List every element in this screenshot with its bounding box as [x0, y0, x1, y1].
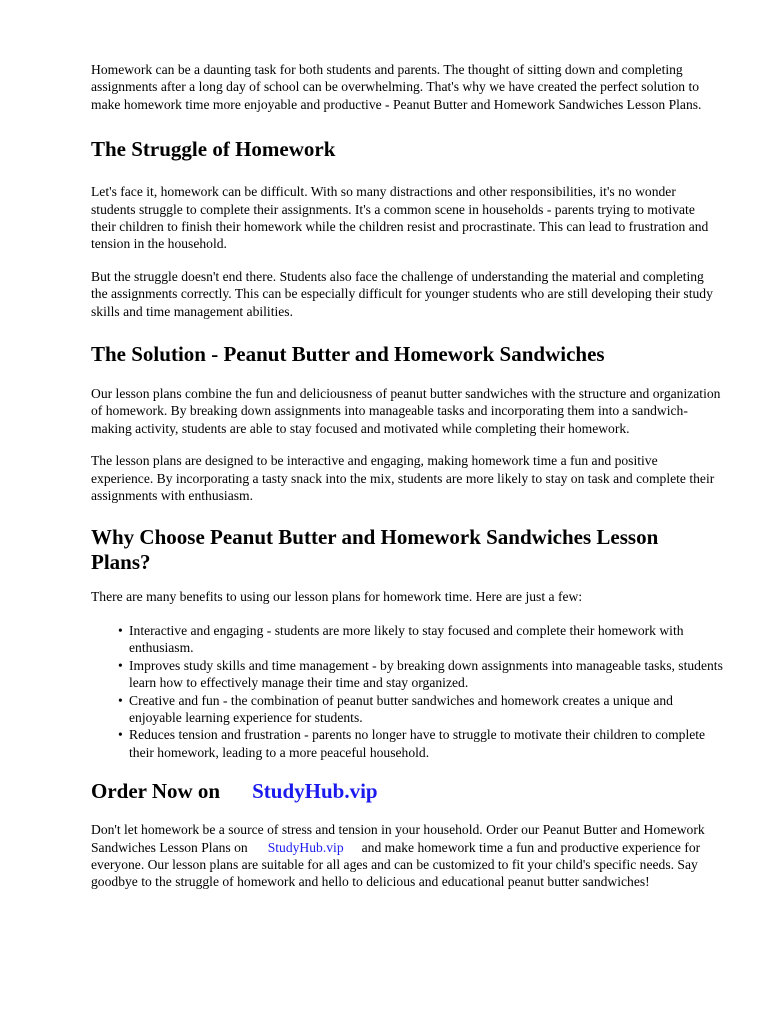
heading-order-now: [91, 779, 723, 804]
benefit-text: Creative and fun - the combination of peanut butter sandwiches and homework creates a unique and enjoyable learning experience for students.: [129, 692, 673, 725]
solution-paragraph-1: Our lesson plans combine the fun and deliciousness of peanut butter sandwiches with the structure and organization of homework. By breaking down assignments into manageable tasks and incorporating them into a sandwich-making activity, students are able to stay focused and motivated while completing their homework.: [91, 386, 721, 436]
benefits-intro-paragraph: There are many benefits to using our lesson plans for homework time. Here are just a few:: [91, 588, 583, 604]
list-item: [118, 622, 723, 657]
bullet-icon: •: [118, 622, 123, 638]
bullet-icon: •: [118, 692, 123, 708]
order-text-after: and make homework time a fun and productive experience for everyone. Our lesson plans are suitable for all ages and can be customized to fit your child's specific needs. Say goodbye to the struggle of homework and hello to delicious and educational peanut butter sandwiches!: [91, 839, 701, 890]
solution-paragraph-2: The lesson plans are designed to be interactive and engaging, making homework time a fun and positive experience. By incorporating a tasty snack into the mix, students are more likely to stay on task and complete their assignments with enthusiasm.: [91, 453, 715, 504]
order-paragraph: [91, 821, 723, 891]
benefits-list: [91, 622, 723, 761]
benefit-text: Interactive and engaging - students are more likely to stay focused and complete their homework with enthusiasm.: [129, 622, 684, 656]
studyhub-heading-link[interactable]: StudyHub.vip: [252, 779, 378, 804]
order-heading-text: Order Now on: [91, 779, 221, 804]
benefit-text: Improves study skills and time management - by breaking down assignments into manageable tasks, students learn how to effectively manage their time and stay organized.: [129, 657, 723, 691]
bullet-icon: •: [118, 657, 123, 673]
intro-paragraph: Homework can be a daunting task for both students and parents. The thought of sitting down and completing assignments after a long day of school can be overwhelming. That's why we have created the perfect solution to make homework time more enjoyable and productive - Peanut Butter and Homework Sandwiches Lesson Plans.: [91, 62, 702, 112]
struggle-paragraph-1: Let's face it, homework can be difficult. With so many distractions and other responsibilities, it's no wonder students struggle to complete their assignments. It's a common scene in households - parents trying to motivate their children to finish their homework while the children resist and procrastinate. This can lead to frustration and tension in the household.: [91, 184, 709, 252]
studyhub-inline-link[interactable]: StudyHub.vip: [267, 839, 344, 855]
list-item: [118, 692, 723, 727]
struggle-paragraph-2: But the struggle doesn't end there. Students also face the challenge of understanding the material and completing the assignments correctly. This can be especially difficult for younger students who are still developing their study skills and time management abilities.: [91, 268, 713, 319]
list-item: [118, 726, 723, 761]
heading-why-choose: Why Choose Peanut Butter and Homework Sandwiches Lesson Plans?: [91, 524, 659, 574]
heading-struggle: The Struggle of Homework: [91, 137, 336, 162]
list-item: [118, 657, 723, 692]
benefit-text: Reduces tension and frustration - parents no longer have to struggle to motivate their children to complete their homework, leading to a more peaceful household.: [129, 727, 706, 760]
bullet-icon: •: [118, 727, 123, 743]
order-text-before: Don't let homework be a source of stress and tension in your household. Order our Peanut Butter and Homework Sandwiches Lesson Plans on: [91, 822, 705, 855]
heading-solution: The Solution - Peanut Butter and Homework Sandwiches: [91, 342, 605, 367]
